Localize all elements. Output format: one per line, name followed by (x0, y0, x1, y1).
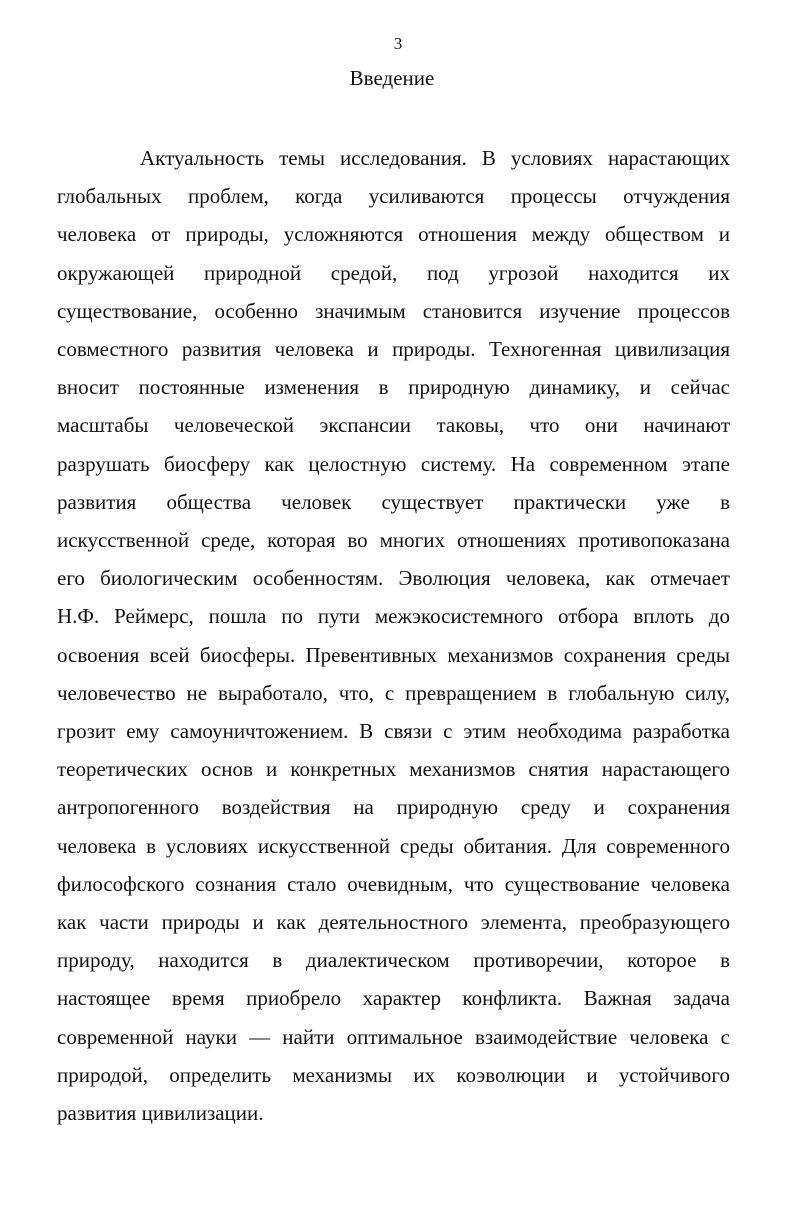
section-heading: Введение (349, 66, 435, 90)
paragraph-line: развития общества человек существует практически уже в (57, 489, 730, 514)
paragraph-line: глобальных проблем, когда усиливаются процессы отчуждения (57, 184, 730, 209)
paragraph-line: природой, определить механизмы их коэволюции и устойчивого (57, 1062, 730, 1087)
paragraph-line: как части природы и как деятельностного элемента, преобразующего (57, 910, 730, 935)
paragraph-line: освоения всей биосферы. Превентивных механизмов сохранения среды (57, 642, 730, 667)
paragraph-line: искусственной среде, которая во многих отношениях противопоказана (57, 528, 730, 553)
paragraph-line: антропогенного воздействия на природную среду и сохранения (57, 795, 730, 820)
paragraph-line: его биологическим особенностям. Эволюция человека, как отмечает (57, 566, 730, 591)
paragraph-line: Актуальность темы исследования. В условиях нарастающих (140, 146, 730, 170)
paragraph-line: человека от природы, усложняются отношения между обществом и (57, 222, 730, 247)
paragraph-line: совместного развития человека и природы. Техногенная цивилизация (57, 337, 730, 362)
body-paragraph (57, 139, 730, 1132)
paragraph-line: настоящее время приобрело характер конфликта. Важная задача (57, 986, 730, 1011)
paragraph-line: грозит ему самоуничтожением. В связи с этим необходима разработка (57, 719, 730, 744)
paragraph-line: существование, особенно значимым становится изучение процессов (57, 298, 730, 323)
paragraph-line: человечество не выработало, что, с превращением в глобальную силу, (57, 680, 730, 705)
paragraph-line: масштабы человеческой экспансии таковы, что они начинают (57, 413, 730, 438)
paragraph-line: философского сознания стало очевидным, что существование человека (57, 871, 730, 896)
paragraph-line: развития цивилизации. (57, 1101, 264, 1126)
paragraph-line: разрушать биосферу как целостную систему. На современном этапе (57, 451, 730, 476)
paragraph-line: теоретических основ и конкретных механизмов снятия нарастающего (57, 757, 730, 782)
paragraph-line: окружающей природной средой, под угрозой находится их (57, 260, 730, 285)
paragraph-line: современной науки — найти оптимальное взаимодействие человека с (57, 1024, 730, 1049)
paragraph-line: вносит постоянные изменения в природную динамику, и сейчас (57, 375, 730, 400)
paragraph-line: человека в условиях искусственной среды обитания. Для современного (57, 833, 730, 858)
paragraph-line: Н.Ф. Реймерс, пошла по пути межэкосистемного отбора вплоть до (57, 604, 730, 629)
page-number: 3 (393, 34, 403, 53)
paragraph-line: природу, находится в диалектическом противоречии, которое в (57, 948, 730, 973)
